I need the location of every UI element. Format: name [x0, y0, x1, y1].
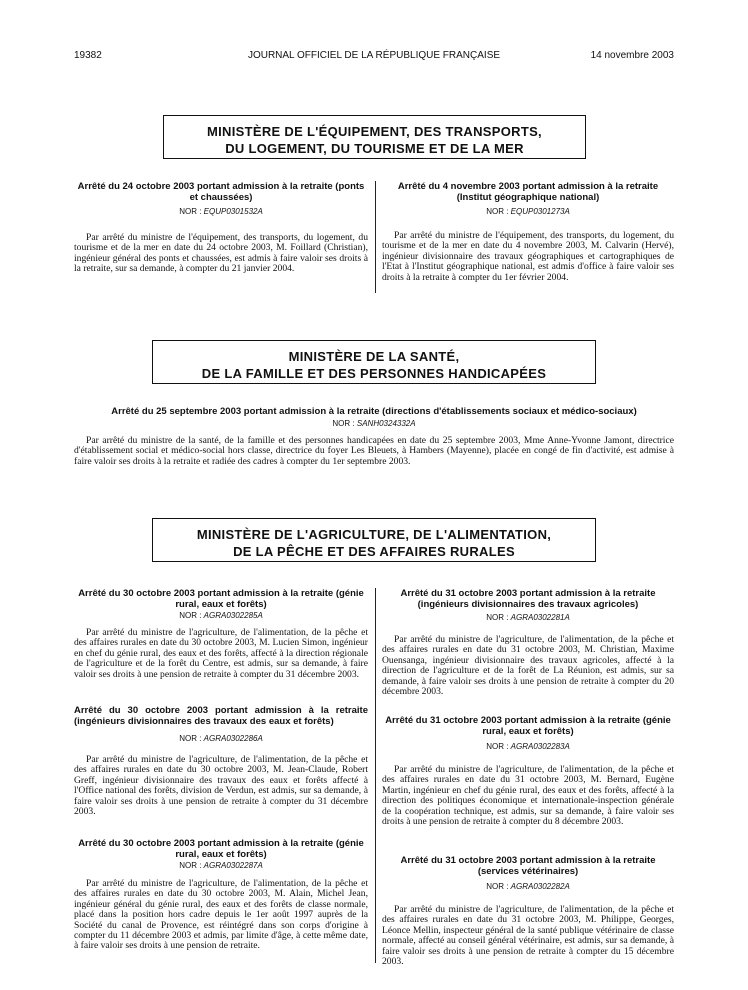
article: [382, 181, 674, 283]
nor-reference: NOR : AGRA0302282A: [486, 882, 570, 891]
article-title: Arrêté du 4 novembre 2003 portant admission à la retraite (Institut géographique national): [397, 181, 659, 203]
article-body: Par arrêté du ministre de l'agriculture, de l'alimentation, de la pêche et des affaires rurales en date du 30 octobre 2003, M. Lucien Simon, ingénieur en chef du génie rural, des eaux et des forêts, affecté à la direction régionale de l'agriculture et de la forêt du Centre, est admis, sur sa demande, à faire valoir ses droits à une pension de retraite à compter du 31 décembre 2003.: [74, 627, 368, 680]
nor-reference: NOR : EQUP0301532A: [179, 207, 263, 216]
article-title: Arrêté du 31 octobre 2003 portant admission à la retraite (services vétérinaires): [400, 855, 656, 877]
ministry-heading-line: MINISTÈRE DE L'AGRICULTURE, DE L'ALIMENTATION,: [196, 527, 552, 542]
nor-reference: NOR : AGRA0302281A: [486, 613, 570, 622]
article: [382, 715, 674, 827]
article-title: Arrêté du 31 octobre 2003 portant admission à la retraite (génie rural, eaux et forêts): [385, 715, 671, 737]
article-title: Arrêté du 30 octobre 2003 portant admission à la retraite (génie rural, eaux et forêts): [78, 588, 364, 610]
nor-reference: NOR : AGRA0302287A: [179, 861, 263, 870]
ministry-heading-sante: [152, 340, 596, 384]
article-title: Arrêté du 30 octobre 2003 portant admission à la retraite (génie rural, eaux et forêts): [78, 838, 364, 860]
article-body: Par arrêté du ministre de l'agriculture, de l'alimentation, de la pêche et des affaires rurales en date du 31 octobre 2003, M. Philippe, Georges, Léonce Mellin, inspecteur général de la santé publique vétérinaire de classe normale, affecté au conseil général vétérinaire, est admis, sur sa demande, à faire valoir ses droits à une pension de retraite à compter du 15 décembre 2003.: [382, 904, 674, 968]
nor-reference: NOR : EQUP0301273A: [486, 207, 570, 216]
nor-reference: NOR : AGRA0302283A: [486, 742, 570, 751]
article-body: Par arrêté du ministre de la santé, de la famille et des personnes handicapées en date du 25 septembre 2003, Mme Anne-Yvonne Jamont, directrice d'établissement social et médico-social hors classe, directrice du foyer Les Bleuets, à Hambers (Mayenne), placée en congé de fin d'activité, est admise à faire valoir ses droits à la retraite et radiée des cadres à compter du 1er septembre 2003.: [74, 435, 674, 467]
running-header: [74, 50, 674, 64]
article: [74, 181, 368, 275]
article-title: Arrêté du 25 septembre 2003 portant admission à la retraite (directions d'établissements sociaux et médico-sociaux): [111, 406, 637, 417]
nor-reference: NOR : SANH0324332A: [332, 419, 416, 428]
ministry-heading-line: DU LOGEMENT, DU TOURISME ET DE LA MER: [225, 141, 524, 156]
nor-reference: NOR : AGRA0302286A: [179, 734, 263, 743]
column-divider: [375, 588, 376, 963]
article: [74, 838, 368, 952]
ministry-heading-line: DE LA FAMILLE ET DES PERSONNES HANDICAPÉES: [201, 366, 547, 381]
publication-date: 14 novembre 2003: [590, 50, 674, 61]
article-body: Par arrêté du ministre de l'agriculture, de l'alimentation, de la pêche et des affaires rurales en date du 30 octobre 2003, M. Alain, Michel Jean, ingénieur général du génie rural, des eaux et des forêts de classe normale, placé dans la position hors cadre depuis le 1er août 1997 auprès de la Société du canal de Provence, est réintégré dans son corps d'origine à compter du 11 décembre 2003 et admis, par limite d'âge, à cette même date, à faire valoir ses droits à une pension de retraite.: [74, 878, 368, 952]
column-divider: [375, 181, 376, 293]
article: [382, 588, 674, 697]
article: [382, 855, 674, 967]
ministry-heading-line: MINISTÈRE DE LA SANTÉ,: [288, 349, 460, 364]
article-body: Par arrêté du ministre de l'agriculture, de l'alimentation, de la pêche et des affaires rurales en date du 30 octobre 2003, M. Jean-Claude, Robert Greff, ingénieur divisionnaire des travaux des eaux et forêts affecté à l'Office national des forêts, division de Verdun, est admis, sur sa demande, à faire valoir ses droits à une pension de retraite à compter du 31 décembre 2003.: [74, 754, 368, 818]
article-title: Arrêté du 24 octobre 2003 portant admission à la retraite (ponts et chaussées): [77, 181, 365, 203]
article-body: Par arrêté du ministre de l'agriculture, de l'alimentation, de la pêche et des affaires rurales en date du 31 octobre 2003, M. Christian, Maxime Ouensanga, ingénieur divisionnaire des travaux agricoles, affecté à la direction de l'agriculture et de la forêt de La Réunion, est admis, sur sa demande, à faire valoir ses droits à une pension de retraite à compter du 20 décembre 2003.: [382, 634, 674, 698]
journal-title: JOURNAL OFFICIEL DE LA RÉPUBLIQUE FRANÇAISE: [247, 50, 501, 61]
ministry-heading-line: MINISTÈRE DE L'ÉQUIPEMENT, DES TRANSPORTS,: [207, 124, 542, 139]
ministry-heading-line: DE LA PÊCHE ET DES AFFAIRES RURALES: [233, 544, 515, 559]
article-body: Par arrêté du ministre de l'agriculture, de l'alimentation, de la pêche et des affaires rurales en date du 31 octobre 2003, M. Bernard, Eugène Martin, ingénieur en chef du génie rural, des eaux et des forêts, affecté à la direction des politiques économique et internationale-inspection générale de la coopération technique, est admis, sur sa demande, à faire valoir ses droits à une pension de retraite à compter du 8 décembre 2003.: [382, 764, 674, 828]
ministry-heading-agriculture: [152, 518, 596, 562]
article-body: Par arrêté du ministre de l'équipement, des transports, du logement, du tourisme et de la mer en date du 24 octobre 2003, M. Foillard (Christian), ingénieur général des ponts et chaussées, est admis à faire valoir ses droits à la retraite, sur sa demande, à compter du 21 janvier 2004.: [74, 232, 368, 275]
article: [74, 588, 368, 680]
article-body: Par arrêté du ministre de l'équipement, des transports, du logement, du tourisme et de la mer en date du 4 novembre 2003, M. Calvarin (Hervé), ingénieur divisionnaire des travaux géographiques et cartographiques de l'Etat à l'Institut géographique national, est admis d'office à faire valoir ses droits à la retraite à compter du 1er février 2004.: [382, 230, 674, 283]
article-title: Arrêté du 30 octobre 2003 portant admission à la retraite (ingénieurs divisionnaires des travaux des eaux et forêts): [74, 705, 368, 727]
page-number: 19382: [74, 50, 102, 61]
article-title: Arrêté du 31 octobre 2003 portant admission à la retraite (ingénieurs divisionnaires des travaux agricoles): [400, 588, 656, 610]
article: [74, 406, 674, 467]
ministry-heading-equipement: [163, 115, 586, 159]
nor-reference: NOR : AGRA0302285A: [179, 611, 263, 620]
article: [74, 705, 368, 817]
